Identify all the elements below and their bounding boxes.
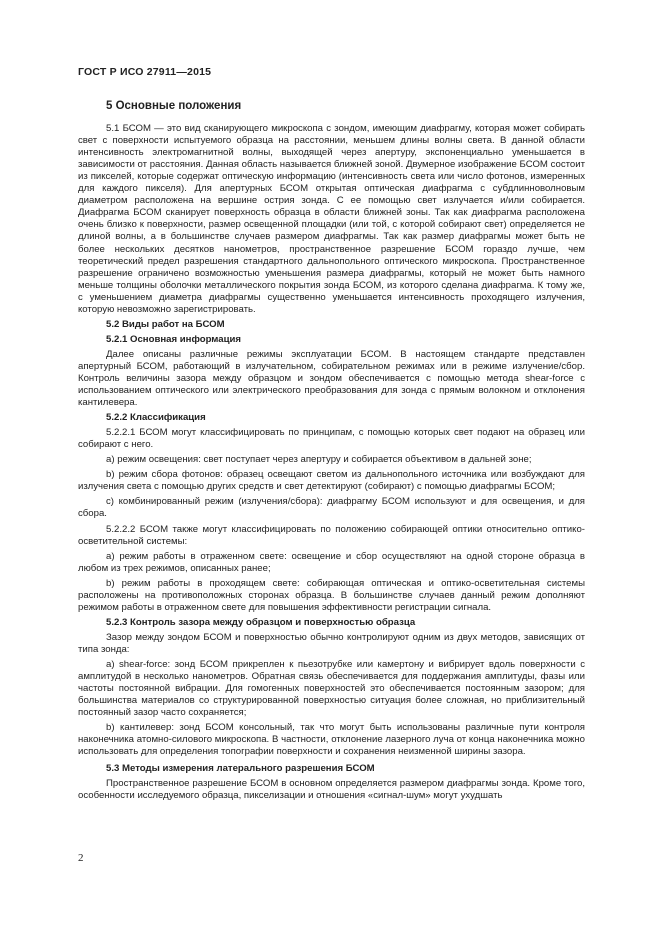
paragraph-5-2-2-2: 5.2.2.2 БСОМ также могут классифицировать по положению собирающей оптики относительно оптико-осветительной системы: <box>78 523 585 547</box>
section-5-2-1-title: 5.2.1 Основная информация <box>106 333 242 345</box>
page-number: 2 <box>78 852 84 864</box>
paragraph-5-2-2-1: 5.2.2.1 БСОМ могут классифицировать по принципам, с помощью которых свет подают на образец или собирают с него. <box>78 427 585 451</box>
list-item-5-2-2-1-c: c) комбинированный режим (излучения/сбора): диафрагму БСОМ используют и для освещения, и для сбора. <box>78 496 585 520</box>
document-body <box>78 100 585 805</box>
list-item-5-2-2-1-a: a) режим освещения: свет поступает через апертуру и собирается объективом в дальней зоне; <box>106 454 532 466</box>
section-5-3-title: 5.3 Методы измерения латерального разрешения БСОМ <box>106 763 375 775</box>
section-5-2-title: 5.2 Виды работ на БСОМ <box>106 318 225 330</box>
list-item-5-2-2-2-b: b) режим работы в проходящем свете: собирающая оптическая и оптико-осветительная системы расположены на противоположных сторонах образца. В большинстве случаев данный режим дополняют режимом работы в отраженном свете для повышения эффективности регистрации сигнала. <box>78 577 585 613</box>
paragraph-5-1: 5.1 БСОМ — это вид сканирующего микроскопа с зондом, имеющим диафрагму, которая может собирать свет с поверхности испытуемого образца на расстоянии, меньшем длины волны света. В данной области интенсивность электромагнитной волны, выходящей через апертуру, экспоненциально уменьшается в зависимости от расстояния. Данная область называется ближней зоной. Двумерное изображение БСОМ состоит из пикселей, которые содержат оптическую информацию (интенсивность света или число фотонов, измеренных для каждого пикселя). Для апертурных БСОМ открытая оптическая диафрагма с субдлинноволновым диаметром расположена на вершине острия зонда. С ее помощью свет излучается и/или собирается. Диафрагма БСОМ сканирует поверхность образца в области ближней зоны. Так как диафрагма расположена очень близко к поверхности, размер освещенной площадки (или той, с которой собирают свет) определяется не длиной волны, а в большинстве случаев размером диафрагмы. Так как размер диафрагмы может быть не более нескольких десятков нанометров, пространственное разрешение БСОМ гораздо лучше, чем теоретический предел разрешения стандартного дальнопольного оптического микроскопа. Пространственное разрешение ограничено возможностью уменьшения размера диафрагмы, который не может быть намного меньше толщины оболочки металлического покрытия зонда БСОМ, из которого сделана диафрагма. К тому же, с уменьшением диаметра диафрагмы существенно уменьшается интенсивность проходящего излучения, которую невозможно зарегистрировать. <box>78 123 585 315</box>
section-5-title: 5 Основные положения <box>106 100 242 112</box>
paragraph-5-2-3: Зазор между зондом БСОМ и поверхностью обычно контролируют одним из двух методов, зависящих от типа зонда: <box>78 631 585 655</box>
paragraph-5-3: Пространственное разрешение БСОМ в основном определяется размером диафрагмы зонда. Кроме того, особенности исследуемого образца, пикселизации и отношения «сигнал-шум» могут ухудшать <box>78 778 585 802</box>
list-item-5-2-3-b: b) кантилевер: зонд БСОМ консольный, так что могут быть использованы различные пути контроля наконечника атомно-силового микроскопа. В частности, отклонение лазерного луча от конца наконечника можно использовать для определения топографии поверхности и сохранения неизменной ширины зазора. <box>78 722 585 758</box>
list-item-5-2-2-1-b: b) режим сбора фотонов: образец освещают светом из дальнопольного источника или возбуждают для излучения света с помощью других средств и свет детектируют (собирают) с помощью диафрагмы БСОМ; <box>78 469 585 493</box>
list-item-5-2-2-2-a: a) режим работы в отраженном свете: освещение и сбор осуществляют на одной стороне образца в любом из трех режимов, описанных ранее; <box>78 550 585 574</box>
section-5-2-2-title: 5.2.2 Классификация <box>106 412 206 424</box>
document-header: ГОСТ Р ИСО 27911—2015 <box>78 66 212 78</box>
section-5-2-3-title: 5.2.3 Контроль зазора между образцом и поверхностью образца <box>106 616 416 628</box>
paragraph-5-2-1: Далее описаны различные режимы эксплуатации БСОМ. В настоящем стандарте представлен апертурный БСОМ, работающий в излучательном, собирательном режимах или в режиме излучение/сбор. Контроль величины зазора между образцом и зондом обеспечивается с помощью метода shear-force с использованием оптического или электрического преобразования для зонда с прямым волокном и отклонения кантилевера. <box>78 348 585 409</box>
list-item-5-2-3-a: a) shear-force: зонд БСОМ прикреплен к пьезотрубке или камертону и вибрирует вдоль поверхности с амплитудой в несколько нанометров. Обратная связь обеспечивается для поддержания амплитуды, фазы или частоты постоянной вибрации. Для гомогенных поверхностей это обеспечивается постоянным зазором; для большинства материалов со структурированной поверхностью ситуация более сложная, но приблизительный постоянный зазор часто сохраняется; <box>78 658 585 719</box>
